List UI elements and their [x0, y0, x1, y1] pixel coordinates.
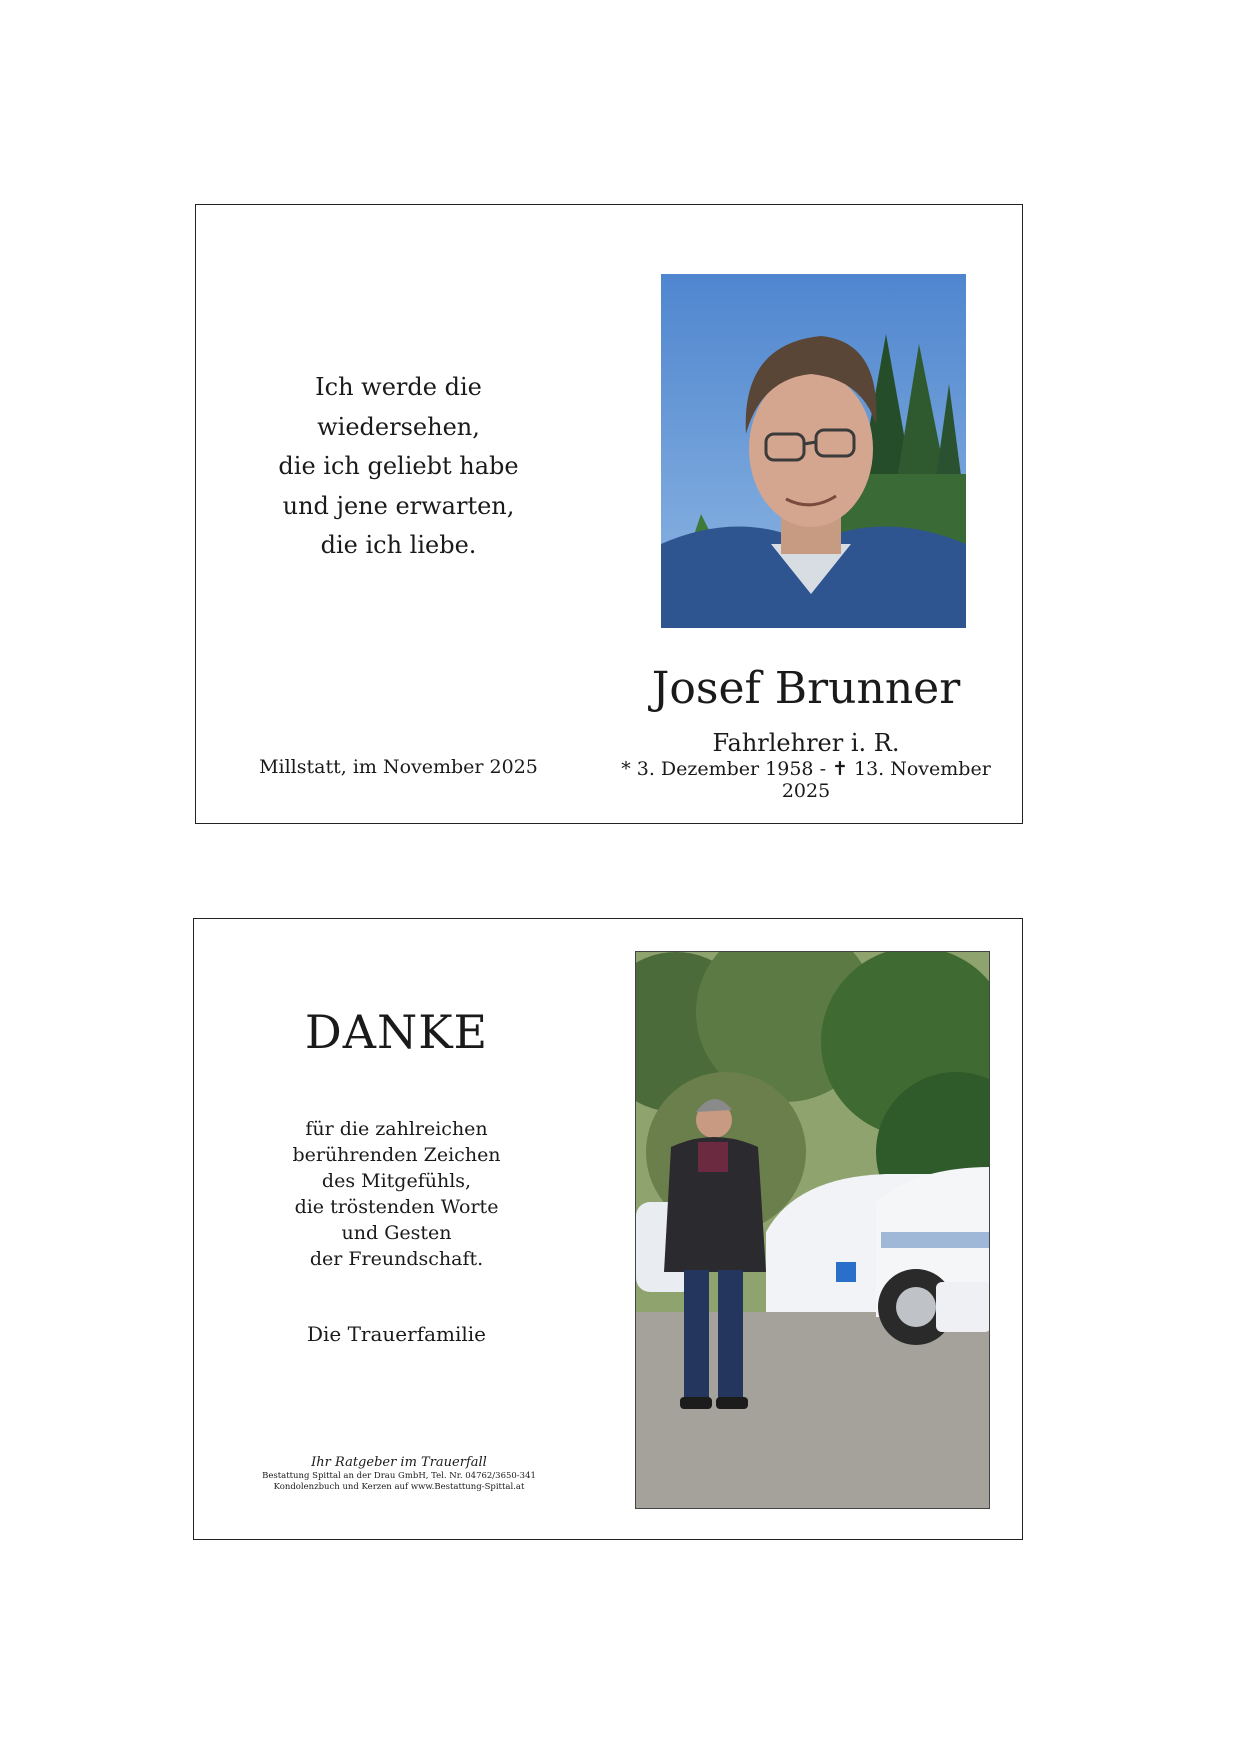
thanks-line: berührenden Zeichen: [292, 1144, 501, 1166]
thanks-text: [234, 1116, 559, 1272]
man-with-cars-photo: [635, 951, 990, 1509]
lifespan-dates: * 3. Dezember 1958 - ✝ 13. November 2025: [621, 758, 991, 802]
undertaker-contact: Bestattung Spittal an der Drau GmbH, Tel. Nr. 04762/3650-341: [262, 1471, 536, 1481]
verse: [236, 368, 561, 566]
thanks-heading: DANKE: [304, 1005, 489, 1059]
thanks-card: [193, 918, 1023, 1540]
thanks-line: die tröstenden Worte: [294, 1196, 499, 1218]
thanks-line: für die zahlreichen: [305, 1118, 488, 1140]
undertaker-info: [244, 1455, 554, 1493]
signature: Die Trauerfamilie: [306, 1322, 487, 1346]
deceased-name: Josef Brunner: [651, 663, 961, 714]
verse-line: und jene erwarten,: [282, 491, 515, 520]
verse-line: die ich geliebt habe: [278, 452, 519, 480]
portrait-photo: [661, 274, 966, 628]
thanks-line: und Gesten: [341, 1222, 452, 1244]
verse-line: die ich liebe.: [320, 531, 477, 559]
thanks-line: der Freundschaft.: [309, 1248, 484, 1270]
place-date: Millstatt, im November 2025: [259, 756, 538, 778]
memorial-card: [195, 204, 1023, 824]
verse-line: Ich werde die wiedersehen,: [315, 373, 482, 441]
occupation: Fahrlehrer i. R.: [712, 729, 900, 757]
undertaker-website: Kondolenzbuch und Kerzen auf www.Bestattung-Spittal.at: [273, 1482, 525, 1492]
undertaker-motto: Ihr Ratgeber im Trauerfall: [311, 1455, 487, 1470]
thanks-line: des Mitgefühls,: [321, 1170, 472, 1192]
